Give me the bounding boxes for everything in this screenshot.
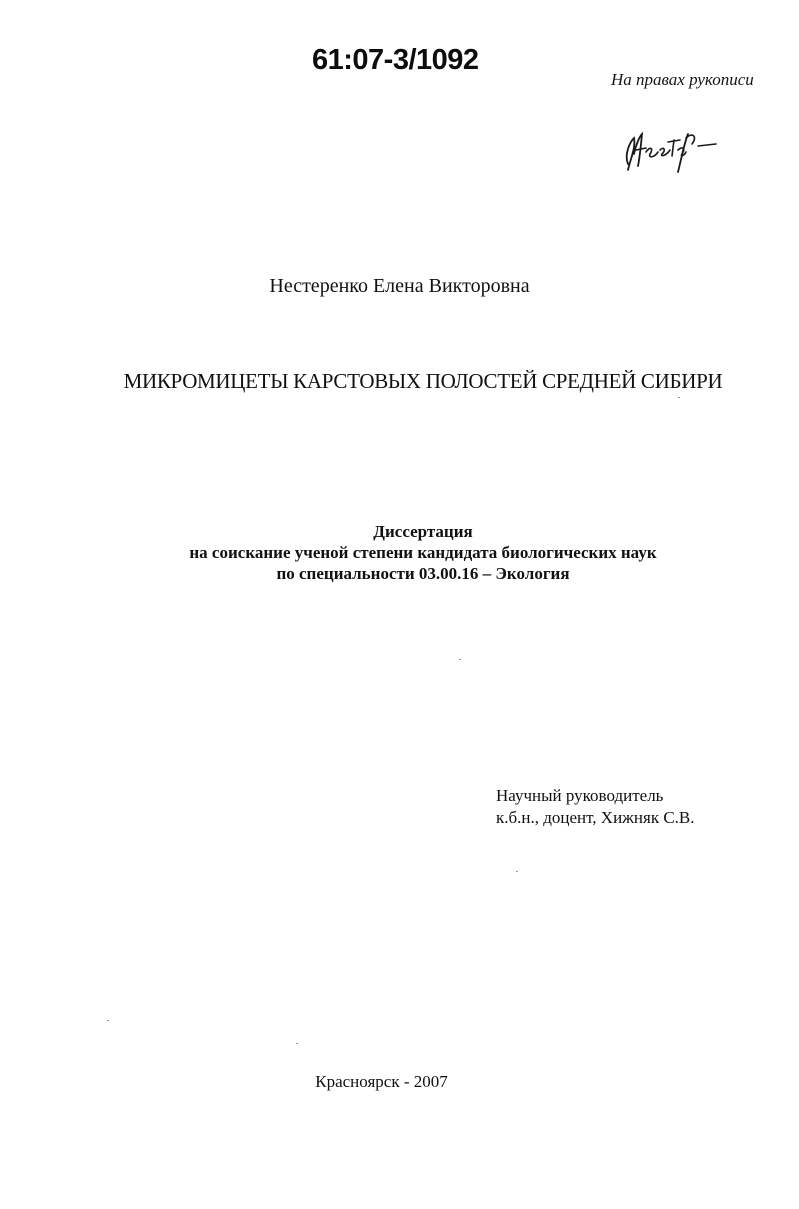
scan-speck: [459, 659, 461, 660]
thesis-title: МИКРОМИЦЕТЫ КАРСТОВЫХ ПОЛОСТЕЙ СРЕДНЕЙ СИБИРИ: [123, 369, 723, 393]
degree-block: [0, 521, 799, 584]
supervisor-block: [496, 785, 695, 829]
degree-line-dissertation: Диссертация: [373, 522, 473, 541]
supervisor-details: к.б.н., доцент, Хижняк С.В.: [496, 808, 695, 827]
degree-line-specialty: по специальности 03.00.16 – Экология: [276, 564, 570, 583]
supervisor-role: Научный руководитель: [496, 786, 664, 805]
author-name: Нестеренко Елена Викторовна: [269, 275, 530, 297]
catalog-number: 61:07-3/1092: [312, 44, 479, 76]
scan-speck: [107, 1020, 109, 1021]
scan-speck: [296, 1043, 298, 1044]
signature: [620, 126, 720, 176]
city-year: Красноярск - 2007: [315, 1072, 448, 1091]
degree-line-purpose: на соискание ученой степени кандидата биологических наук: [189, 543, 657, 562]
scan-speck: [516, 871, 518, 872]
scan-speck: [678, 397, 680, 398]
rights-note: На правах рукописи: [611, 70, 754, 89]
